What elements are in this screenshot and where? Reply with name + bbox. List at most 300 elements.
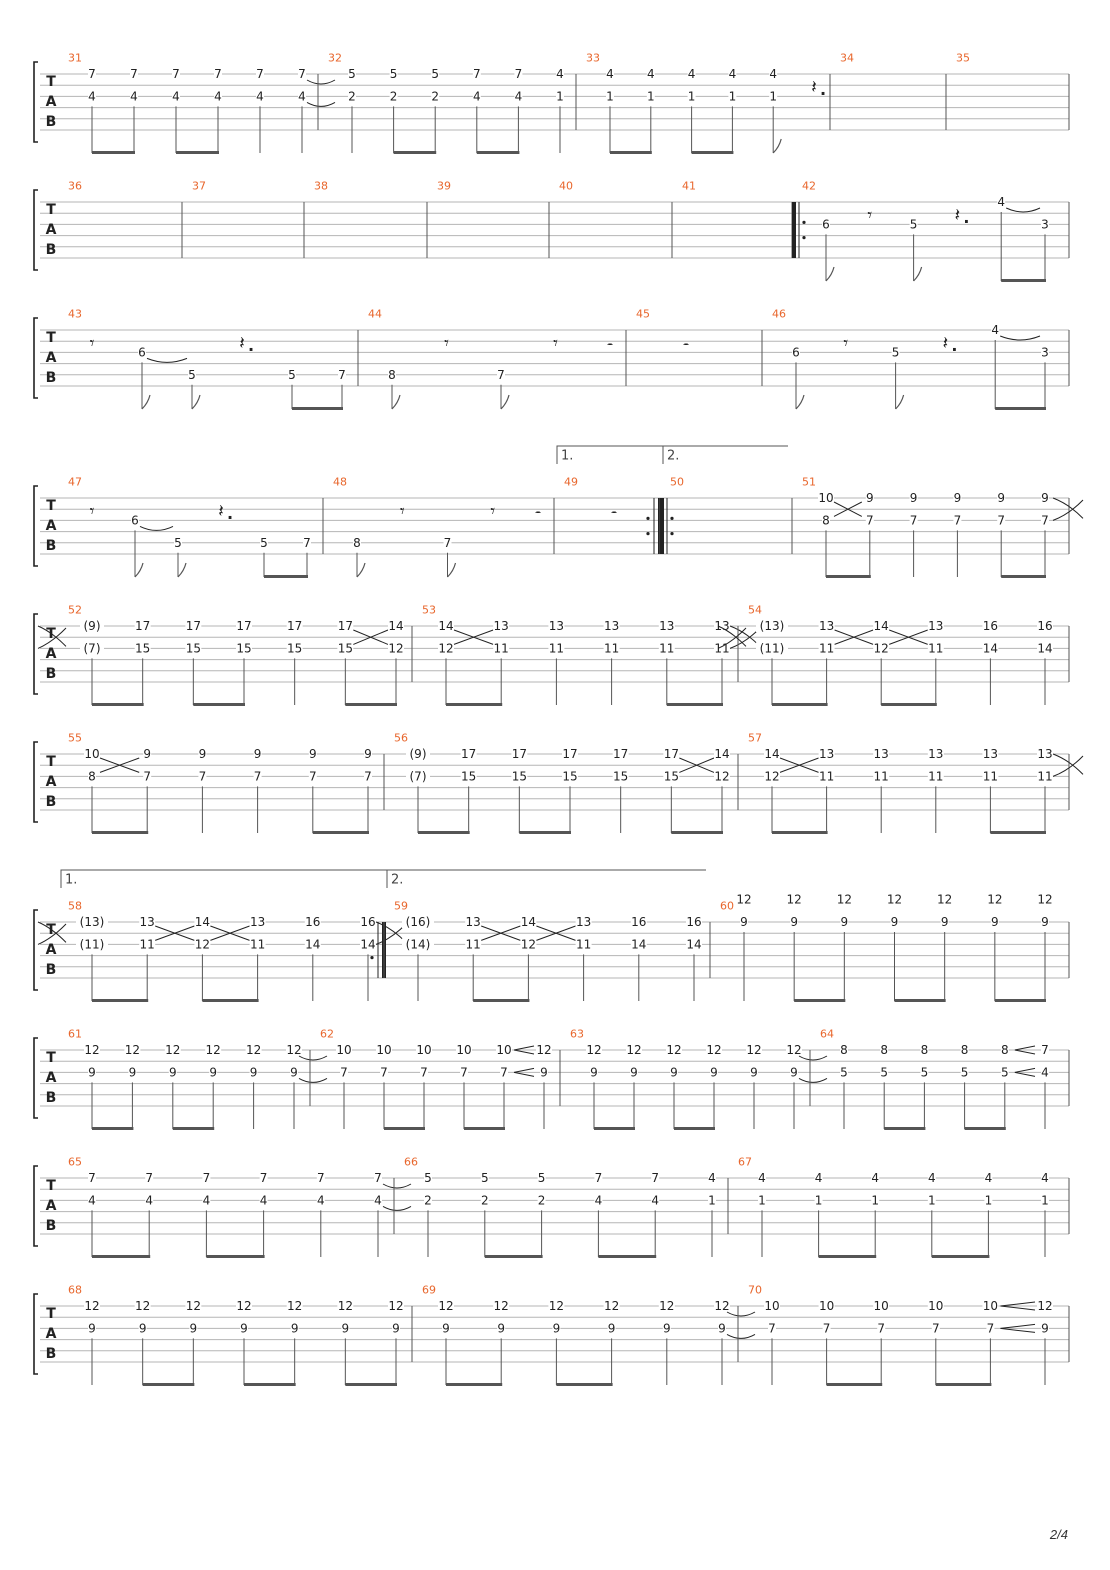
measure-number: 45 [636,307,650,321]
fret-number: 12 [714,1299,730,1313]
fret-number: 7 [380,1065,388,1080]
tab-clef-letter: A [45,1070,57,1086]
fret-number: 9 [940,915,949,929]
note-beam [176,151,219,154]
system-bracket [34,910,38,990]
volta-label: 1. [65,872,78,888]
fret-number: 9 [189,1321,198,1336]
fret-number: 4 [316,1193,325,1208]
measure-number: 67 [738,1155,752,1169]
fret-number: 6 [138,345,146,360]
fret-number: 1 [758,1193,766,1208]
fret-number: 4 [758,1171,766,1185]
fret-number: 13 [249,915,266,929]
fret-number: 7 [88,67,96,81]
tab-clef-letter: A [45,942,57,958]
tie-cross [1053,754,1083,774]
fret-number: 11 [493,641,509,656]
fret-number: 5 [431,67,440,81]
fret-number: 12 [245,1043,262,1057]
fret-number: 9 [991,915,999,929]
fret-number: 4 [298,89,306,104]
measure-number: 46 [772,307,786,321]
fret-number: 9 [253,747,262,761]
rest-mark: 𝄽 [954,204,961,226]
volta-bracket [663,446,788,464]
fret-number: 13 [465,915,481,929]
rest-dot: . [247,335,255,355]
fret-number: 10 [928,1299,944,1313]
volta-bracket [61,870,392,888]
fret-number: 5 [480,1171,489,1185]
tab-clef-letter: B [45,666,57,682]
tab-clef-letter: B [45,370,57,386]
note-beam [556,1383,612,1386]
tab-clef-letter: T [46,754,56,770]
fret-number: 4 [997,195,1006,209]
fret-number: 8 [840,1043,848,1057]
fret-number: 12 [438,641,454,656]
fret-number: 7 [472,67,481,81]
tab-clef-letter: T [46,626,56,642]
fret-number: 5 [260,535,268,550]
note-flag [826,267,834,281]
fret-number: 14 [520,915,537,929]
fret-number: 14 [873,619,889,633]
fret-number: 12 [286,1043,302,1057]
fret-number: 9 [1041,915,1049,929]
note-beam [519,831,571,834]
tie-arc [799,1078,827,1082]
fret-number: 12 [736,892,752,907]
note-beam [1001,575,1046,578]
system-bracket [34,1166,38,1246]
fret-number: 9 [308,747,317,761]
fret-number: 9 [670,1065,678,1080]
note-flag [773,139,781,153]
measure-number: 37 [192,179,206,193]
fret-number: 11 [928,641,944,656]
fret-number: 4 [514,89,523,104]
fret-number: 7 [497,367,505,382]
note-beam [193,703,245,706]
fret-number: 9 [290,1321,299,1336]
fret-number: 4 [984,1171,993,1185]
fret-number: 4 [871,1171,880,1185]
fret-number: 7 [986,1321,995,1336]
tie-cross [376,922,406,942]
note-flag [192,395,200,409]
repeat-dot [670,517,673,520]
fret-number: 7 [253,769,262,784]
fret-number: 9 [790,915,798,929]
fret-number: 10 [416,1043,432,1057]
fret-number: 12 [886,892,903,907]
fret-number: 16 [686,915,702,929]
fret-number: 4 [991,323,1000,337]
note-beam [384,1127,425,1130]
volta-bracket [557,446,668,464]
fret-number: 15 [461,769,477,784]
fret-number: 14 [714,747,730,761]
measure-number: 31 [68,51,82,65]
repeat-dot [646,532,649,535]
note-flag [501,395,509,409]
rest-mark: 𝄾 [89,332,95,354]
fret-number: 2 [424,1193,432,1208]
measure-number: 69 [422,1283,436,1297]
note-beam [598,1255,656,1258]
measure-number: 33 [586,51,600,65]
measure-number: 32 [328,51,342,65]
fret-number: 7 [460,1065,468,1080]
fret-number: 11 [139,937,155,952]
fret-number: 9 [750,1065,758,1080]
fret-number: 11 [714,641,730,656]
fret-number: 15 [287,641,303,656]
fret-number: 4 [769,67,778,81]
fret-number: 11 [249,937,266,952]
fret-number: 7 [308,769,317,784]
fret-number: 6 [792,345,800,360]
fret-number: 11 [1037,769,1053,784]
repeat-dot [646,517,649,520]
rest-mark: 𝄽 [218,500,224,522]
measure-number: 61 [68,1027,82,1041]
fret-number: 10 [84,747,100,761]
fret-number: 7 [172,67,180,81]
measure-number: 56 [394,731,408,745]
fret-number: 3 [1041,217,1049,232]
fret-number: 15 [562,769,578,784]
rest-mark: 𝄽 [811,76,817,98]
note-beam [884,1127,925,1130]
fret-number: 10 [818,1299,835,1313]
fret-number: 4 [172,89,180,104]
fret-number: 10 [818,491,834,505]
fret-number: 16 [1037,619,1053,633]
fret-number: 4 [556,67,564,81]
system-bracket [34,318,38,398]
fret-number: 12 [165,1043,181,1057]
note-beam [92,151,135,154]
fret-number: 4 [88,1193,96,1208]
fret-number: 11 [548,641,565,656]
fret-number: 12 [786,1043,802,1057]
fret-number: 5 [174,535,182,550]
system-bracket [34,190,38,270]
fret-number: 1 [646,89,655,104]
tab-clef-letter: T [46,922,56,938]
fret-number: 13 [603,619,620,633]
tie-arc [383,1184,411,1188]
fret-number: 9 [790,1065,798,1080]
fret-number: 9 [740,915,748,929]
fret-number: 7 [1041,513,1049,528]
fret-number: 5 [920,1065,929,1080]
fret-number: 4 [814,1171,823,1185]
note-beam [772,703,828,706]
measure-number: 38 [314,179,328,193]
fret-number: 7 [256,67,264,81]
fret-number: (13) [759,619,785,633]
note-beam [485,1255,543,1258]
system-bracket [34,742,38,822]
fret-number: 2 [480,1193,489,1208]
fret-number: 9 [392,1321,400,1336]
fret-number: 14 [686,937,702,952]
tie-arc [727,1334,755,1338]
volta-label: 2. [667,448,680,464]
note-beam [264,575,308,578]
fret-number: 12 [520,937,537,952]
fret-number: 12 [337,1299,353,1313]
note-beam [932,1255,990,1258]
fret-number: 12 [135,1299,151,1313]
fret-number: 17 [461,747,477,761]
tie-arc [307,80,335,84]
tie-arc [307,102,335,106]
fret-number: 1 [927,1193,936,1208]
fret-number: 7 [500,1065,508,1080]
measure-number: 48 [333,475,347,489]
fret-number: 9 [138,1321,147,1336]
fret-number: 11 [818,641,835,656]
fret-number: 9 [552,1321,561,1336]
fret-number: 7 [514,67,523,81]
fret-number: 3 [1041,345,1049,360]
fret-number: 11 [465,937,481,952]
fret-number: 12 [786,892,802,907]
fret-number: (7) [83,641,101,656]
fret-number: 7 [374,1171,382,1185]
note-flag [896,395,904,409]
fret-number: 5 [537,1171,546,1185]
fret-number: 7 [88,1171,96,1185]
volta-bracket [387,870,706,888]
fret-number: 1 [871,1193,880,1208]
fret-number: 12 [536,1043,552,1057]
fret-number: 12 [438,1299,454,1313]
fret-number: 5 [188,367,196,382]
fret-number: 12 [714,769,730,784]
rest-mark: 𝄾 [553,332,558,354]
note-beam [990,831,1046,834]
fret-number: 9 [840,915,849,929]
note-beam [477,151,520,154]
fret-number: 12 [987,892,1003,907]
note-beam [692,151,734,154]
system-bracket [34,62,38,142]
fret-number: 8 [960,1043,969,1057]
note-beam [92,1255,150,1258]
fret-number: 10 [873,1299,889,1313]
measure-number: 49 [564,475,578,489]
fret-number: 11 [982,769,999,784]
measure-number: 36 [68,179,82,193]
note-beam [965,1127,1006,1130]
note-beam [594,1127,635,1130]
fret-number: 9 [88,1321,96,1336]
fret-number: 6 [131,513,139,528]
measure-number: 54 [748,603,762,617]
note-flag [142,395,150,409]
fret-number: 13 [818,747,835,761]
fret-number: 5 [424,1171,432,1185]
rest-dot: . [951,335,958,355]
fret-number: 8 [822,513,830,528]
measure-number: 35 [956,51,970,65]
tab-clef-letter: T [46,1050,56,1066]
fret-number: (9) [83,619,101,633]
fret-number: 9 [442,1321,450,1336]
note-beam [244,1383,296,1386]
fret-number: 14 [764,747,780,761]
fret-number: 7 [340,1065,348,1080]
measure-number: 65 [68,1155,82,1169]
tab-clef-letter: B [45,114,57,130]
fret-number: 11 [603,641,620,656]
fret-number: 12 [1037,1299,1053,1313]
fret-number: 5 [389,67,398,81]
fret-number: 12 [706,1043,722,1057]
fret-number: 12 [603,1299,620,1313]
note-beam [881,703,937,706]
fret-number: (14) [405,937,431,952]
rest-mark: 𝄼 [610,504,618,524]
fret-number: 9 [168,1065,177,1080]
fret-number: 4 [88,89,96,104]
note-beam [345,703,397,706]
fret-number: 12 [84,1299,100,1313]
rest-mark: 𝄼 [534,504,542,524]
rest-mark: 𝄾 [867,204,873,226]
fret-number: 14 [194,915,211,929]
fret-number: 7 [259,1171,268,1185]
fret-number: 7 [202,1171,211,1185]
fret-number: 9 [249,1065,258,1080]
fret-number: 12 [937,892,953,907]
note-beam [1001,279,1046,282]
volta-label: 2. [391,872,404,888]
fret-number: 12 [185,1299,201,1313]
fret-number: 14 [305,937,321,952]
fret-number: 14 [982,641,999,656]
fret-number: 9 [710,1065,718,1080]
fret-number: 17 [236,619,252,633]
tab-clef-letter: A [45,518,57,534]
fret-number: 4 [202,1193,211,1208]
fret-number: 9 [607,1321,616,1336]
tab-clef-letter: T [46,330,56,346]
fret-number: 4 [374,1193,382,1208]
repeat-dot [370,956,373,959]
fret-number: 12 [388,1299,404,1313]
fret-number: 10 [496,1043,512,1057]
fret-number: 9 [540,1065,548,1080]
measure-number: 40 [559,179,573,193]
fret-number: (7) [409,769,427,784]
system-bracket [34,1294,38,1374]
fret-number: 9 [128,1065,137,1080]
fret-number: 14 [438,619,454,633]
tab-clef-letter: T [46,74,56,90]
fret-number: 12 [205,1043,221,1057]
fret-number: 13 [1037,747,1053,761]
fret-number: 1 [728,89,737,104]
rest-mark: 𝄾 [399,500,405,522]
fret-number: 9 [198,747,207,761]
note-beam [674,1127,715,1130]
measure-number: 34 [840,51,854,65]
fret-number: 14 [388,619,404,633]
fret-number: 17 [337,619,353,633]
tie-arc [299,1056,327,1060]
fret-number: (16) [405,915,431,929]
fret-number: 11 [873,769,889,784]
fret-number: 1 [984,1193,993,1208]
fret-number: 5 [288,367,296,382]
tab-clef-letter: T [46,202,56,218]
fret-number: 7 [997,513,1006,528]
fret-number: 13 [982,747,999,761]
measure-number: 52 [68,603,82,617]
measure-number: 55 [68,731,82,745]
measure-number: 58 [68,899,82,913]
fret-number: 7 [443,535,452,550]
fret-number: 5 [880,1065,889,1080]
rest-mark: 𝄾 [444,332,449,354]
note-flag [914,267,922,281]
fret-number: 12 [873,641,889,656]
fret-number: 7 [877,1321,886,1336]
note-beam [895,999,946,1002]
fret-number: 4 [1041,1171,1049,1185]
fret-number: (11) [79,937,105,952]
fret-number: 5 [891,345,900,360]
fret-number: (9) [409,747,427,761]
fret-number: 9 [88,1065,96,1080]
rest-mark: 𝄾 [843,332,849,354]
fret-number: 12 [586,1043,602,1057]
tie-cross [376,924,406,944]
fret-number: 7 [145,1171,154,1185]
fret-number: 8 [1000,1043,1009,1057]
fret-number: 11 [659,641,675,656]
measure-number: 43 [68,307,82,321]
fret-number: 5 [840,1065,848,1080]
fret-number: 7 [364,769,372,784]
rest-mark: 𝄼 [682,336,690,356]
fret-number: 14 [360,937,376,952]
fret-number: 9 [590,1065,598,1080]
tab-clef-letter: A [45,646,57,662]
measure-number: 68 [68,1283,82,1297]
fret-number: 5 [960,1065,969,1080]
fret-number: 9 [953,491,962,505]
fret-number: 4 [259,1193,268,1208]
measure-number: 50 [670,475,684,489]
fret-number: 17 [511,747,527,761]
fret-number: 1 [814,1193,823,1208]
note-beam [92,831,148,834]
fret-number: 17 [135,619,151,633]
fret-number: 12 [124,1043,141,1057]
tie-cross [1053,756,1083,776]
tab-clef-letter: B [45,1346,57,1362]
note-beam [92,1127,133,1130]
fret-number: 10 [336,1043,352,1057]
